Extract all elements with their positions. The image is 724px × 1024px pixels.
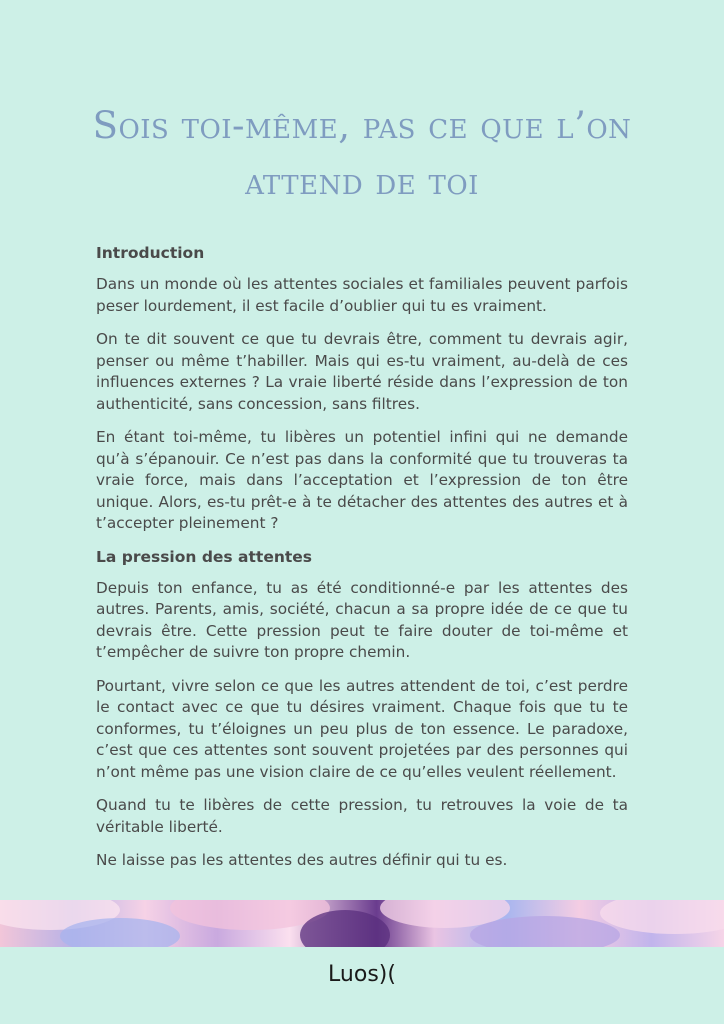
page-title: Sois toi-même, pas ce que l’on attend de toi — [92, 104, 632, 203]
paragraph: Pourtant, vivre selon ce que les autres attendent de toi, c’est perdre le contact avec ce que tu désires vraiment. Chaque fois que tu te conformes, tu t’éloignes un peu plus de ton essence. Le paradoxe, c’est que ces attentes sont souvent projetées par des personnes qui n’ont même pas une vision claire de ce qu’elles veulent réellement. — [96, 676, 628, 781]
paint-swirl — [470, 916, 620, 947]
paragraph: Quand tu te libères de cette pression, tu retrouves la voie de ta véritable liberté. — [96, 796, 628, 836]
section-heading: La pression des attentes — [96, 547, 313, 566]
paint-swirl — [60, 918, 180, 947]
paragraph: Depuis ton enfance, tu as été conditionné-e par les attentes des autres. Parents, amis, société, chacun a sa propre idée de ce que tu devrais être. Cette pression peut te faire douter de toi-même et t’empêcher de suivre ton propre chemin. — [96, 578, 628, 661]
brand-logo: Luos)( — [328, 962, 396, 987]
paragraph: En étant toi-même, tu libères un potentiel infini qui ne demande qu’à s’épanouir. Ce n’est pas dans la conformité que tu trouveras ta vraie force, mais dans l’acceptation et l’expression de ton être unique. Alors, es-tu prêt-e à te détacher des attentes des autres et à t’accepter pleinement ? — [96, 428, 628, 532]
document-body — [96, 243, 628, 884]
paragraph: Dans un monde où les attentes sociales et familiales peuvent parfois peser lourdement, il est facile d’oublier qui tu es vraiment. — [96, 275, 628, 315]
decorative-paint-band — [0, 900, 724, 947]
section-introduction — [96, 243, 628, 535]
paint-swirl — [600, 900, 724, 934]
section-heading: Introduction — [96, 244, 205, 262]
section-pressure — [96, 547, 628, 872]
paragraph: Ne laisse pas les attentes des autres définir qui tu es. — [96, 851, 508, 869]
paragraph: On te dit souvent ce que tu devrais être, comment tu devrais agir, penser ou même t’habiller. Mais qui es-tu vraiment, au-delà de ces influences externes ? La vraie liberté réside dans l’expression de ton authenticité, sans concession, sans filtres. — [96, 330, 628, 413]
